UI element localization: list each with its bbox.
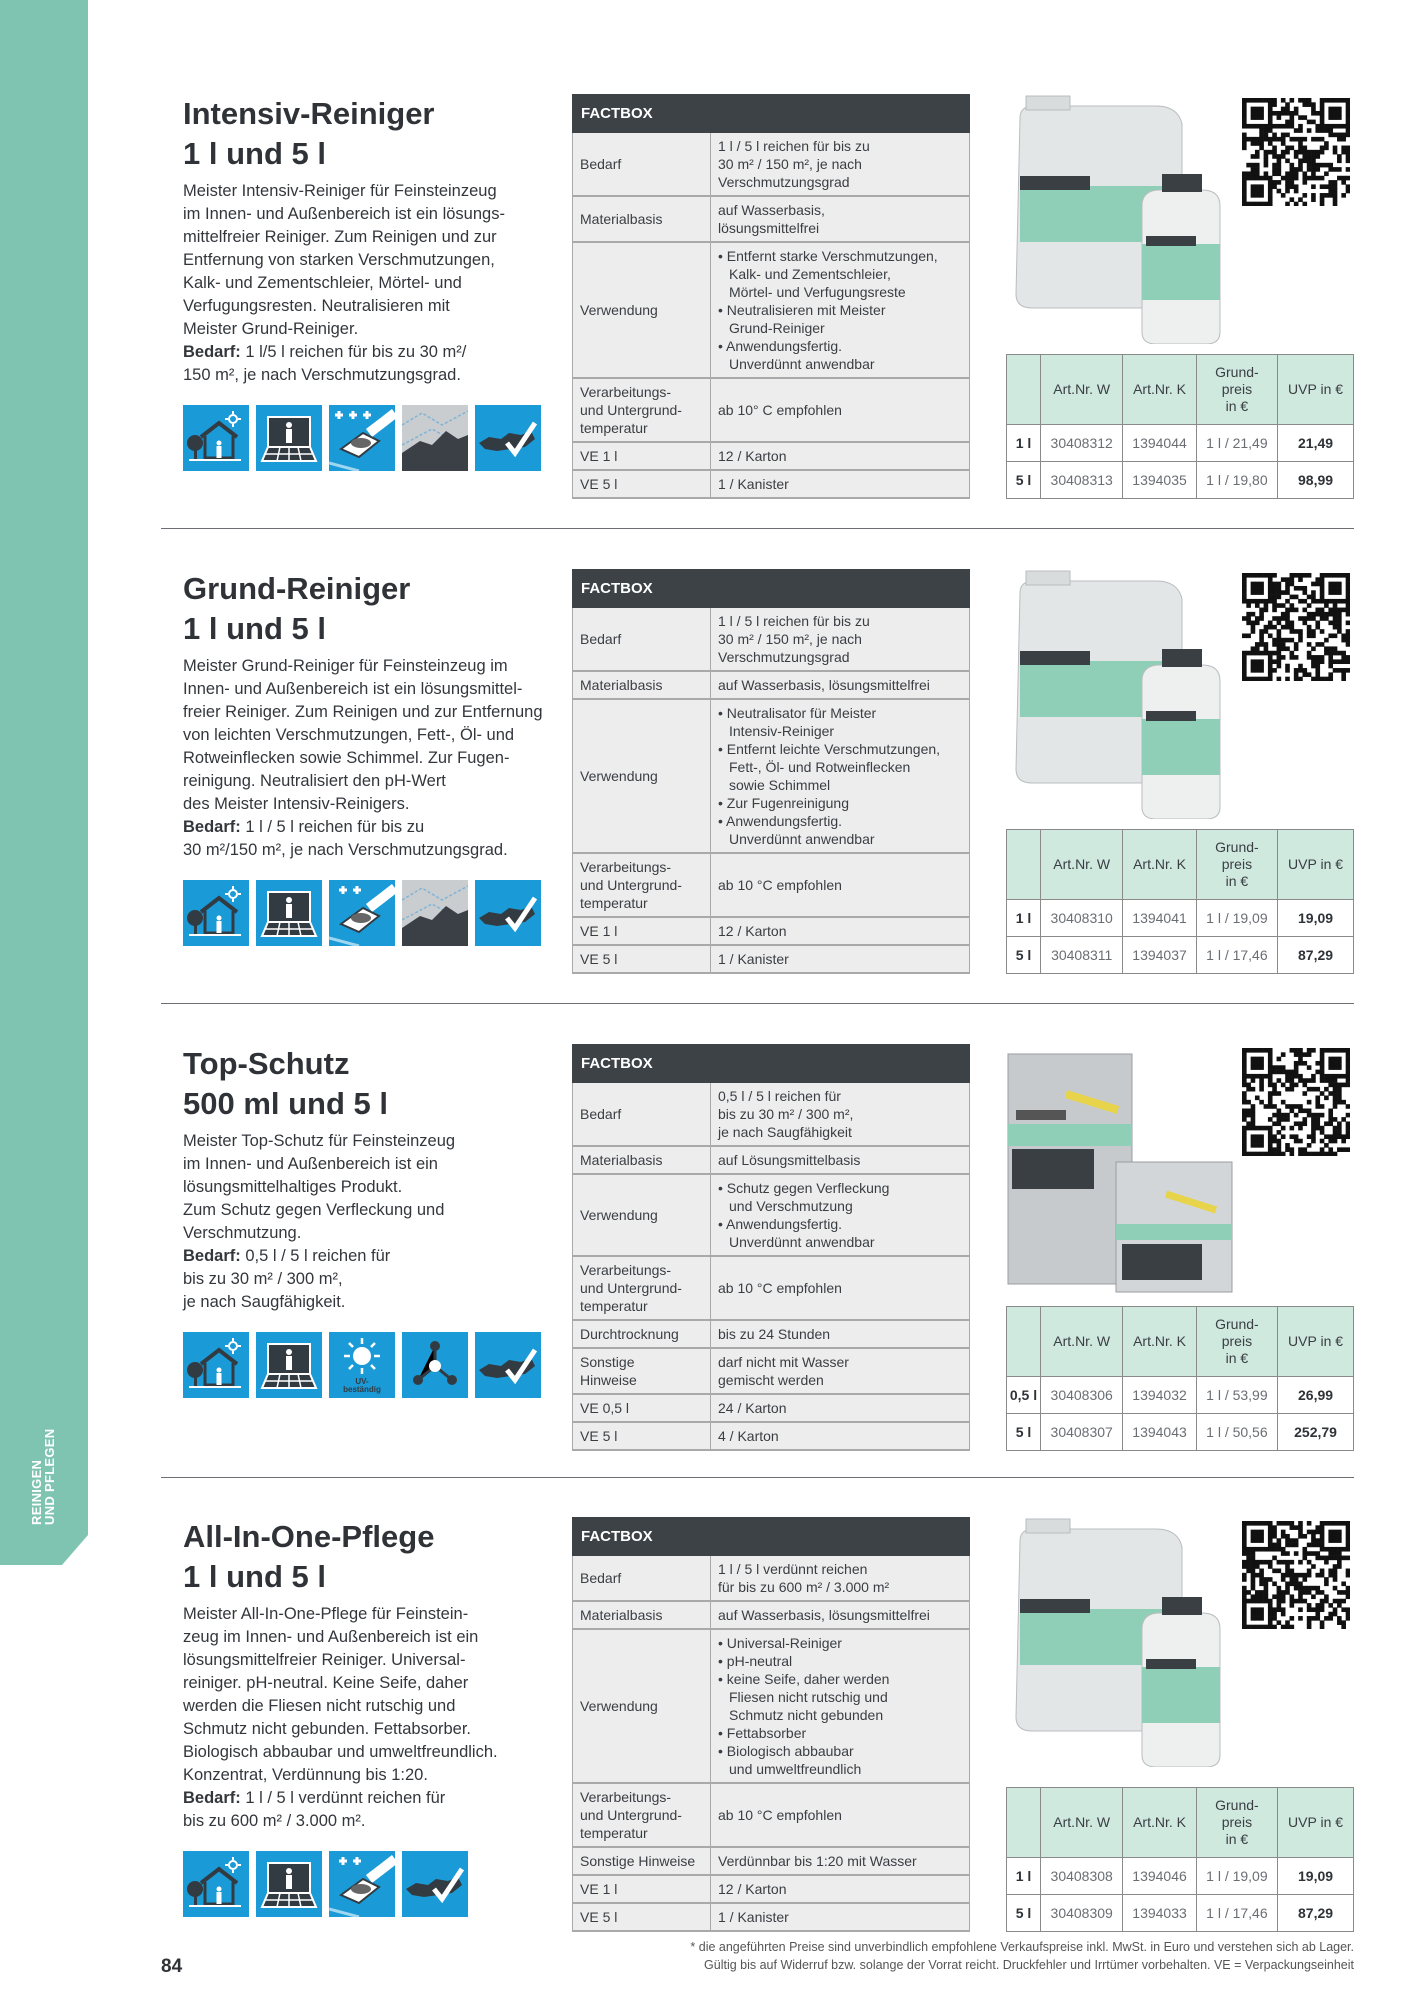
- factbox-row: [573, 917, 970, 945]
- bedarf-text: 1 l / 5 l reichen für bis zu 30 m²/150 m², je nach Verschmutzungsgrad.: [183, 818, 508, 859]
- factbox-label: Materialbasis: [573, 671, 711, 699]
- usage-list: [718, 1634, 962, 1778]
- factbox-label: Verarbeitungs- und Untergrund- temperatur: [573, 378, 711, 442]
- factbox-value-cell: [711, 1629, 970, 1783]
- factbox-label: VE 1 l: [573, 442, 711, 470]
- size: 5 l: [1007, 937, 1041, 974]
- factbox-value-cell: [711, 1903, 970, 1931]
- uvp-price: 87,29: [1278, 1895, 1354, 1932]
- usage-item: • keine Seife, daher werden Fliesen nicht rutschig und Schmutz nicht gebunden: [718, 1670, 962, 1724]
- factbox-value: Verdünnbar bis 1:20 mit Wasser: [718, 1853, 917, 1869]
- factbox-row: [573, 1556, 970, 1602]
- product-description: [183, 1130, 572, 1314]
- factbox-value: darf nicht mit Wasser gemischt werden: [718, 1354, 849, 1388]
- factbox-label: VE 5 l: [573, 945, 711, 973]
- product-media: [1006, 1517, 1354, 1757]
- uv-icon-text: UV- beständig: [343, 1377, 381, 1394]
- factbox-row: [573, 1629, 970, 1783]
- uvp-price: 21,49: [1278, 425, 1354, 462]
- article-number-k: 1394037: [1123, 937, 1196, 974]
- bedarf-text: 0,5 l / 5 l reichen für bis zu 30 m² / 300 m², je nach Saugfähigkeit.: [183, 1247, 391, 1311]
- usage-item: • Anwendungsfertig. Unverdünnt anwendbar: [718, 812, 962, 848]
- product-media-column: [1006, 1044, 1354, 1451]
- usage-item: • Entfernt starke Verschmutzungen, Kalk- und Zementschleier, Mörtel- und Verfugungsreste: [718, 247, 962, 301]
- price-table-header: [1007, 1788, 1041, 1858]
- factbox-label: Sonstige Hinweise: [573, 1847, 711, 1875]
- bedarf-label: Bedarf:: [183, 818, 241, 836]
- price-table-row: [1007, 900, 1354, 937]
- factbox-value-cell: [711, 608, 970, 672]
- factbox-value-cell: [711, 1422, 970, 1450]
- factbox-value-cell: [711, 196, 970, 242]
- feature-icons: [183, 405, 572, 471]
- factbox-value-cell: [711, 1320, 970, 1348]
- factbox-label: Verwendung: [573, 242, 711, 378]
- article-number-k: 1394041: [1123, 900, 1196, 937]
- usage-list: [718, 704, 962, 848]
- factbox-row: [573, 1847, 970, 1875]
- description-text: Meister Intensiv-Reiniger für Feinsteinzeug im Innen- und Außenbereich ist ein lösungs- mittelfreier Reiniger. Zum Reinigen und zur Entfernung von starken Verschmutzungen, Kalk- und Zementschleier, Mörtel- und Verfugungsresten. Neutralisieren mit Meister Grund-Reiniger.: [183, 182, 505, 338]
- factbox-value: 12 / Karton: [718, 448, 787, 464]
- size: 1 l: [1007, 425, 1041, 462]
- factbox-row: [573, 1601, 970, 1629]
- description-text: Meister Grund-Reiniger für Feinsteinzeug im Innen- und Außenbereich ist ein lösungsmittel- freier Reiniger. Zum Reinigen und zur Entfernung von leichten Verschmutzungen, Fett-, Öl- und Rotweinflecken sowie Schimmel. Zur Fugen- reinigung. Neutralisiert den pH-Wert des Meister Intensiv-Reinigers.: [183, 657, 543, 813]
- base-price: 1 l / 53,99: [1196, 1377, 1277, 1414]
- feature-icons: [183, 880, 572, 946]
- factbox-label: Durchtrocknung: [573, 1320, 711, 1348]
- factbox-row: [573, 671, 970, 699]
- product-title: Intensiv-Reiniger: [183, 96, 435, 131]
- base-price: 1 l / 50,56: [1196, 1414, 1277, 1451]
- article-number-k: 1394043: [1123, 1414, 1196, 1451]
- product-media: [1006, 569, 1354, 809]
- factbox-value-cell: [711, 1174, 970, 1256]
- uvp-price: 26,99: [1278, 1377, 1354, 1414]
- base-price: 1 l / 17,46: [1196, 937, 1277, 974]
- article-number-k: 1394044: [1123, 425, 1196, 462]
- factbox-row: [573, 1320, 970, 1348]
- austria-check-icon: [475, 880, 541, 946]
- product-media: [1006, 1044, 1354, 1284]
- factbox-row: [573, 1174, 970, 1256]
- factbox-table: [572, 1517, 970, 1932]
- price-table-header: Art.Nr. W: [1041, 355, 1123, 425]
- product-title: All-In-One-Pflege: [183, 1519, 435, 1554]
- indoor-outdoor-icon: [183, 1332, 249, 1398]
- section-divider: [161, 1477, 1354, 1478]
- price-table-header: Grund- preis in €: [1196, 355, 1277, 425]
- usage-list: [718, 1179, 962, 1251]
- price-table-header: UVP in €: [1278, 1307, 1354, 1377]
- product-image-tin-cans: [1006, 1044, 1236, 1294]
- factbox-row: [573, 1903, 970, 1931]
- factbox-value: ab 10° C empfohlen: [718, 402, 842, 418]
- factbox-row: [573, 1256, 970, 1320]
- indoor-outdoor-icon: [183, 1851, 249, 1917]
- usage-list: [718, 247, 962, 373]
- price-table-header: UVP in €: [1278, 830, 1354, 900]
- indoor-outdoor-icon: [183, 405, 249, 471]
- factbox-value-cell: [711, 470, 970, 498]
- size: 1 l: [1007, 1858, 1041, 1895]
- price-table-header: [1007, 355, 1041, 425]
- size: 5 l: [1007, 1895, 1041, 1932]
- factbox-label: Sonstige Hinweise: [573, 1348, 711, 1394]
- usage-item: • Zur Fugenreinigung: [718, 794, 962, 812]
- price-table-header: Grund- preis in €: [1196, 830, 1277, 900]
- factbox-value: auf Lösungsmittelbasis: [718, 1152, 861, 1168]
- price-table-row: [1007, 462, 1354, 499]
- bedarf-text: 1 l/5 l reichen für bis zu 30 m²/ 150 m², je nach Verschmutzungsgrad.: [183, 343, 467, 384]
- factbox-row: [573, 608, 970, 672]
- factbox-table: [572, 94, 970, 499]
- usage-item: • Schutz gegen Verfleckung und Verschmutzung: [718, 1179, 962, 1215]
- factbox-label: VE 1 l: [573, 1875, 711, 1903]
- price-table-header: Grund- preis in €: [1196, 1788, 1277, 1858]
- price-table-header: Art.Nr. W: [1041, 1307, 1123, 1377]
- price-table: [1006, 1306, 1354, 1451]
- factbox-table: [572, 569, 970, 974]
- factbox-value-cell: [711, 1083, 970, 1147]
- factbox-row: [573, 378, 970, 442]
- price-table-header: Art.Nr. K: [1123, 355, 1196, 425]
- factbox-label: VE 5 l: [573, 1903, 711, 1931]
- article-number-w: 30408311: [1041, 937, 1123, 974]
- product-sizes: 1 l und 5 l: [183, 136, 326, 171]
- factbox-value-cell: [711, 917, 970, 945]
- factbox-row: [573, 1146, 970, 1174]
- factbox-row: [573, 196, 970, 242]
- price-table-row: [1007, 1895, 1354, 1932]
- factbox-value-cell: [711, 1556, 970, 1602]
- base-price: 1 l / 19,09: [1196, 900, 1277, 937]
- factbox-row: [573, 1394, 970, 1422]
- product-image-canister-bottle: [1006, 569, 1236, 819]
- uvp-price: 87,29: [1278, 937, 1354, 974]
- factbox-value-cell: [711, 945, 970, 973]
- factbox-value-cell: [711, 378, 970, 442]
- price-table-header: UVP in €: [1278, 1788, 1354, 1858]
- bedarf-label: Bedarf:: [183, 343, 241, 361]
- floor-tile-icon: [256, 1332, 322, 1398]
- factbox-label: Verarbeitungs- und Untergrund- temperatur: [573, 853, 711, 917]
- molecule-icon: [402, 1332, 468, 1398]
- uvp-price: 19,09: [1278, 1858, 1354, 1895]
- usage-item: • Neutralisator für Meister Intensiv-Reiniger: [718, 704, 962, 740]
- price-table-row: [1007, 1858, 1354, 1895]
- factbox-row: [573, 242, 970, 378]
- feature-icons: [183, 1851, 572, 1917]
- factbox-value: 1 l / 5 l reichen für bis zu 30 m² / 150 m², je nach Verschmutzungsgrad: [718, 138, 870, 190]
- price-table-header: Grund- preis in €: [1196, 1307, 1277, 1377]
- product-image-canister-bottle: [1006, 1517, 1236, 1767]
- base-price: 1 l / 21,49: [1196, 425, 1277, 462]
- factbox-value: auf Wasserbasis, lösungsmittelfrei: [718, 677, 930, 693]
- price-table-header: [1007, 830, 1041, 900]
- factbox-row: [573, 442, 970, 470]
- usage-item: • Anwendungsfertig. Unverdünnt anwendbar: [718, 1215, 962, 1251]
- factbox-row: [573, 470, 970, 498]
- factbox-row: [573, 1348, 970, 1394]
- qr-code[interactable]: [1242, 1521, 1350, 1629]
- product-media: [1006, 94, 1354, 334]
- price-table-header: [1007, 1307, 1041, 1377]
- floor-tile-icon: [256, 405, 322, 471]
- factbox-value-cell: [711, 1348, 970, 1394]
- article-number-w: 30408310: [1041, 900, 1123, 937]
- factbox-label: Bedarf: [573, 608, 711, 672]
- product-media-column: [1006, 1517, 1354, 1932]
- product-description: [183, 655, 572, 862]
- product-description: [183, 1603, 572, 1833]
- article-number-w: 30408312: [1041, 425, 1123, 462]
- base-price: 1 l / 17,46: [1196, 1895, 1277, 1932]
- factbox-value: 1 l / 5 l reichen für bis zu 30 m² / 150 m², je nach Verschmutzungsgrad: [718, 613, 870, 665]
- usage-item: • Neutralisieren mit Meister Grund-Reiniger: [718, 301, 962, 337]
- price-table-header: UVP in €: [1278, 355, 1354, 425]
- product-description-column: [183, 1044, 572, 1451]
- factbox-value: 1 / Kanister: [718, 1909, 789, 1925]
- section-divider: [161, 1003, 1354, 1004]
- factbox-value: 12 / Karton: [718, 1881, 787, 1897]
- product-description-column: [183, 1517, 572, 1932]
- description-text: Meister Top-Schutz für Feinsteinzeug im Innen- und Außenbereich ist ein lösungsmittelhaltiges Produkt. Zum Schutz gegen Verfleckung und Verschmutzung.: [183, 1132, 456, 1242]
- factbox-row: [573, 699, 970, 853]
- section-side-tab: [0, 0, 88, 1565]
- usage-item: • Entfernt leichte Verschmutzungen, Fett-, Öl- und Rotweinflecken sowie Schimmel: [718, 740, 962, 794]
- usage-item: • pH-neutral: [718, 1652, 962, 1670]
- qr-code[interactable]: [1242, 1048, 1350, 1156]
- factbox-value-cell: [711, 1146, 970, 1174]
- factbox-header: FACTBOX: [573, 1518, 970, 1556]
- article-number-k: 1394032: [1123, 1377, 1196, 1414]
- factbox-label: VE 1 l: [573, 917, 711, 945]
- usage-item: • Anwendungsfertig. Unverdünnt anwendbar: [718, 337, 962, 373]
- price-table-row: [1007, 425, 1354, 462]
- usage-item: • Fettabsorber: [718, 1724, 962, 1742]
- factbox-value: 1 / Kanister: [718, 951, 789, 967]
- price-table: [1006, 1787, 1354, 1932]
- factbox-value: 24 / Karton: [718, 1400, 787, 1416]
- size: 5 l: [1007, 1414, 1041, 1451]
- factbox-value: 4 / Karton: [718, 1428, 779, 1444]
- price-table-header: Art.Nr. W: [1041, 830, 1123, 900]
- factbox-label: Verwendung: [573, 1174, 711, 1256]
- factbox-value: 1 / Kanister: [718, 476, 789, 492]
- article-number-k: 1394046: [1123, 1858, 1196, 1895]
- austria-check-icon: [475, 405, 541, 471]
- stain-icon: [402, 405, 468, 471]
- factbox-header: FACTBOX: [573, 95, 970, 133]
- size: 1 l: [1007, 900, 1041, 937]
- product-media-column: [1006, 569, 1354, 974]
- factbox-value: 1 l / 5 l verdünnt reichen für bis zu 600 m² / 3.000 m²: [718, 1561, 890, 1595]
- factbox-value: 12 / Karton: [718, 923, 787, 939]
- stain-icon: [402, 880, 468, 946]
- factbox-label: Bedarf: [573, 1556, 711, 1602]
- usage-item: • Universal-Reiniger: [718, 1634, 962, 1652]
- factbox-label: Bedarf: [573, 133, 711, 197]
- product-section: [183, 569, 1354, 974]
- factbox-value: ab 10 °C empfohlen: [718, 1280, 842, 1296]
- description-text: Meister All-In-One-Pflege für Feinstein- zeug im Innen- und Außenbereich ist ein lösungsmittelfreier Reiniger. Universal- reiniger. pH-neutral. Keine Seife, daher werden die Fliesen nicht rutschig und Schmutz nicht gebunden. Fettabsorber. Biologisch abbaubar und umweltfreundlich. Konzentrat, Verdünnung bis 1:20.: [183, 1605, 498, 1784]
- product-section: [183, 1517, 1354, 1932]
- product-sizes: 1 l und 5 l: [183, 611, 326, 646]
- product-image-canister-bottle: [1006, 94, 1236, 344]
- light-cleaning-icon: [329, 880, 395, 946]
- factbox-label: Verarbeitungs- und Untergrund- temperatur: [573, 1256, 711, 1320]
- qr-code[interactable]: [1242, 98, 1350, 206]
- factbox-label: VE 0,5 l: [573, 1394, 711, 1422]
- factbox-value-cell: [711, 242, 970, 378]
- factbox-value-cell: [711, 1783, 970, 1847]
- article-number-w: 30408307: [1041, 1414, 1123, 1451]
- indoor-outdoor-icon: [183, 880, 249, 946]
- factbox-value: auf Wasserbasis, lösungsmittelfrei: [718, 202, 825, 236]
- price-table-header: Art.Nr. K: [1123, 830, 1196, 900]
- factbox-row: [573, 1875, 970, 1903]
- factbox-value-cell: [711, 671, 970, 699]
- floor-tile-icon: [256, 1851, 322, 1917]
- factbox-row: [573, 945, 970, 973]
- factbox-table: [572, 1044, 970, 1451]
- austria-check-icon: [475, 1332, 541, 1398]
- price-table: [1006, 354, 1354, 499]
- price-table-header: Art.Nr. K: [1123, 1788, 1196, 1858]
- base-price: 1 l / 19,80: [1196, 462, 1277, 499]
- product-title: Top-Schutz: [183, 1046, 350, 1081]
- factbox-value-cell: [711, 1847, 970, 1875]
- article-number-k: 1394033: [1123, 1895, 1196, 1932]
- factbox-label: Materialbasis: [573, 1601, 711, 1629]
- article-number-w: 30408313: [1041, 462, 1123, 499]
- uvp-price: 19,09: [1278, 900, 1354, 937]
- factbox-value: auf Wasserbasis, lösungsmittelfrei: [718, 1607, 930, 1623]
- product-sizes: 1 l und 5 l: [183, 1559, 326, 1594]
- factbox-value: ab 10 °C empfohlen: [718, 1807, 842, 1823]
- article-number-w: 30408306: [1041, 1377, 1123, 1414]
- light-cleaning-icon: [329, 1851, 395, 1917]
- factbox-row: [573, 133, 970, 197]
- product-description-column: [183, 94, 572, 499]
- bedarf-label: Bedarf:: [183, 1247, 241, 1265]
- factbox-label: Verarbeitungs- und Untergrund- temperatur: [573, 1783, 711, 1847]
- factbox-value-cell: [711, 1394, 970, 1422]
- article-number-k: 1394035: [1123, 462, 1196, 499]
- factbox-label: Materialbasis: [573, 196, 711, 242]
- factbox-value-cell: [711, 1875, 970, 1903]
- factbox-value-cell: [711, 1256, 970, 1320]
- base-price: 1 l / 19,09: [1196, 1858, 1277, 1895]
- factbox-value-cell: [711, 853, 970, 917]
- factbox-header: FACTBOX: [573, 570, 970, 608]
- page-number: 84: [161, 1956, 183, 1977]
- price-table-row: [1007, 1377, 1354, 1414]
- factbox-value-cell: [711, 1601, 970, 1629]
- factbox-label: VE 5 l: [573, 1422, 711, 1450]
- factbox-label: Verwendung: [573, 699, 711, 853]
- factbox-label: Materialbasis: [573, 1146, 711, 1174]
- price-table-row: [1007, 1414, 1354, 1451]
- factbox-value: ab 10 °C empfohlen: [718, 877, 842, 893]
- factbox-row: [573, 853, 970, 917]
- factbox-row: [573, 1783, 970, 1847]
- feature-icons: [183, 1332, 572, 1398]
- uvp-price: 252,79: [1278, 1414, 1354, 1451]
- article-number-w: 30408309: [1041, 1895, 1123, 1932]
- factbox-header: FACTBOX: [573, 1045, 970, 1083]
- floor-tile-icon: [256, 880, 322, 946]
- product-section: [183, 1044, 1354, 1451]
- bedarf-text: 1 l / 5 l verdünnt reichen für bis zu 600 m² / 3.000 m².: [183, 1789, 446, 1830]
- price-table-header: Art.Nr. W: [1041, 1788, 1123, 1858]
- price-table-header: Art.Nr. K: [1123, 1307, 1196, 1377]
- size: 5 l: [1007, 462, 1041, 499]
- factbox-label: VE 5 l: [573, 470, 711, 498]
- qr-code[interactable]: [1242, 573, 1350, 681]
- factbox-label: Verwendung: [573, 1629, 711, 1783]
- factbox-value-cell: [711, 133, 970, 197]
- austria-check-icon: [402, 1851, 468, 1917]
- product-sizes: 500 ml und 5 l: [183, 1086, 389, 1121]
- factbox-value: bis zu 24 Stunden: [718, 1326, 831, 1342]
- strong-cleaning-icon: [329, 405, 395, 471]
- uv-resistant-icon: [329, 1332, 395, 1398]
- product-description: [183, 180, 572, 387]
- article-number-w: 30408308: [1041, 1858, 1123, 1895]
- factbox-value: 0,5 l / 5 l reichen für bis zu 30 m² / 300 m², je nach Saugfähigkeit: [718, 1088, 854, 1140]
- section-divider: [161, 528, 1354, 529]
- product-section: [183, 94, 1354, 499]
- factbox-value-cell: [711, 699, 970, 853]
- price-table: [1006, 829, 1354, 974]
- size: 0,5 l: [1007, 1377, 1041, 1414]
- factbox-row: [573, 1083, 970, 1147]
- factbox-row: [573, 1422, 970, 1450]
- usage-item: • Biologisch abbaubar und umweltfreundlich: [718, 1742, 962, 1778]
- side-tab-label: REINIGEN UND PFLEGEN: [29, 1428, 57, 1525]
- product-title: Grund-Reiniger: [183, 571, 411, 606]
- price-table-row: [1007, 937, 1354, 974]
- factbox-value-cell: [711, 442, 970, 470]
- product-media-column: [1006, 94, 1354, 499]
- price-footnote: * die angeführten Preise sind unverbindlich empfohlene Verkaufspreise inkl. MwSt. in Euro und verstehen sich ab Lager. Gültig bis auf Widerruf bzw. solange der Vorrat reicht. Druckfehler und Irrtümer vorbehalten. VE = Verpackungseinheit: [690, 1940, 1354, 1972]
- product-description-column: [183, 569, 572, 974]
- bedarf-label: Bedarf:: [183, 1789, 241, 1807]
- uvp-price: 98,99: [1278, 462, 1354, 499]
- factbox-label: Bedarf: [573, 1083, 711, 1147]
